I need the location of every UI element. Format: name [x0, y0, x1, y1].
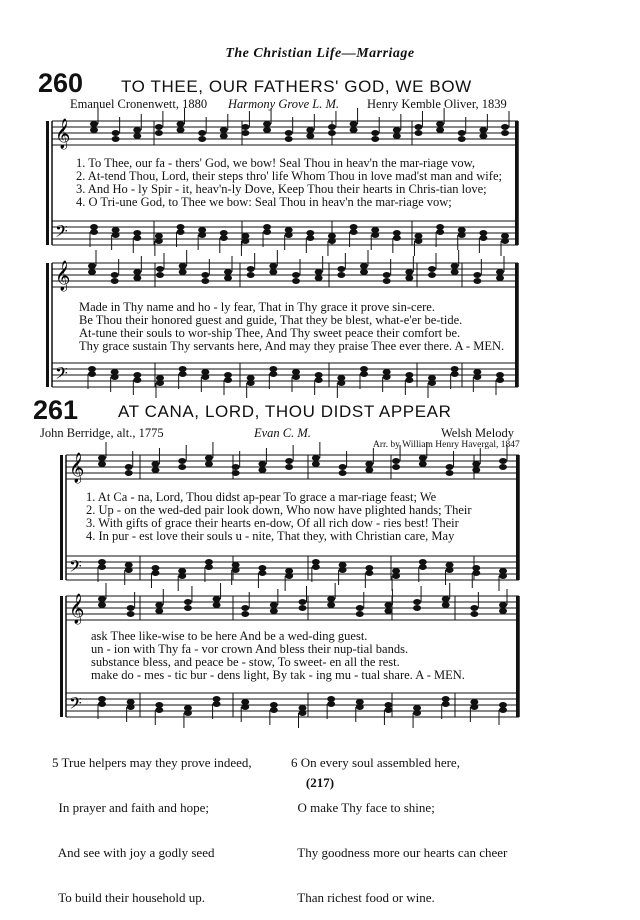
hymn-composer: Welsh Melody — [441, 426, 514, 440]
note-head — [88, 269, 96, 275]
treble-clef-icon: 𝄞 — [55, 261, 71, 291]
final-barline-thick — [515, 263, 518, 387]
bass-clef-icon: 𝄢 — [69, 693, 82, 717]
system-bracket — [60, 596, 63, 717]
lyric-line: 3. With gifts of grace their hearts en-dow, Of all rich dow - ries best! Their — [86, 516, 459, 530]
stanza-line: O make Thy face to shine; — [291, 800, 435, 815]
note-head — [413, 710, 421, 716]
hymn-title: AT CANA, LORD, THOU DIDST APPEAR — [118, 402, 452, 421]
lyric-line: 3. And Ho - ly Spir - it, heav'n-ly Dove, Keep Thou their hearts in Chris-tian love; — [76, 182, 487, 196]
note-head — [371, 232, 379, 238]
note-head — [151, 461, 159, 467]
lyric-line: Thy grace sustain Thy servants here, And may they praise Thee ever there. A - MEN. — [79, 339, 505, 353]
note-head — [112, 232, 120, 238]
section-header: The Christian Life—Marriage — [225, 46, 415, 61]
system-bracket — [60, 455, 63, 580]
note-head — [232, 567, 240, 573]
stanza-6 — [291, 725, 507, 920]
note-head — [155, 130, 163, 136]
note-head — [127, 611, 135, 617]
note-head — [472, 570, 480, 576]
note-head — [285, 130, 293, 136]
hymn-title: TO THEE, OUR FATHERS' GOD, WE BOW — [121, 77, 472, 96]
note-head — [213, 596, 221, 602]
lyric-line: Be Thou their honored guest and guide, That they be blest, what-e'er be-tide. — [79, 313, 463, 327]
note-head — [360, 371, 368, 377]
note-head — [393, 133, 401, 139]
stanza-line: To build their household up. — [52, 890, 206, 905]
note-head — [371, 130, 379, 136]
note-head — [112, 130, 120, 136]
note-head — [339, 470, 347, 476]
note-head — [198, 130, 206, 136]
note-head — [393, 235, 401, 241]
note-head — [419, 564, 427, 570]
note-head — [241, 605, 249, 611]
note-head — [241, 238, 249, 244]
note-head — [339, 464, 347, 470]
note-head — [365, 461, 373, 467]
note-head — [472, 461, 480, 467]
note-head — [98, 564, 106, 570]
note-head — [220, 127, 228, 133]
note-head — [473, 272, 481, 278]
note-head — [224, 269, 232, 275]
note-head — [327, 701, 335, 707]
note-head — [499, 573, 507, 579]
note-head — [350, 229, 358, 235]
note-head — [270, 602, 278, 608]
note-head — [436, 121, 444, 127]
note-head — [327, 596, 335, 602]
note-head — [270, 707, 278, 713]
note-head — [392, 458, 400, 464]
note-head — [184, 599, 192, 605]
note-head — [312, 461, 320, 467]
note-head — [292, 278, 300, 284]
note-head — [306, 235, 314, 241]
final-barline-thick — [516, 455, 519, 580]
note-head — [184, 710, 192, 716]
hymn-number: 261 — [33, 395, 79, 425]
note-head — [496, 377, 504, 383]
note-head — [383, 278, 391, 284]
note-head — [285, 573, 293, 579]
note-head — [451, 371, 459, 377]
note-head — [383, 374, 391, 380]
lyric-line: 4. O Tri-une God, to Thee we bow: Seal Thou in heav'n the mar-riage vow; — [76, 195, 452, 209]
note-head — [328, 124, 336, 130]
note-head — [428, 380, 436, 386]
note-head — [151, 570, 159, 576]
note-head — [258, 570, 266, 576]
note-head — [98, 701, 106, 707]
note-head — [470, 605, 478, 611]
stanza-line: 5 True helpers may they prove indeed, — [52, 755, 252, 770]
note-head — [365, 467, 373, 473]
note-head — [178, 573, 186, 579]
note-head — [470, 611, 478, 617]
lyric-line: ask Thee like-wise to be here And be a wed-ding guest. — [91, 629, 368, 643]
note-head — [125, 464, 133, 470]
note-head — [384, 707, 392, 713]
note-head — [285, 458, 293, 464]
note-head — [392, 573, 400, 579]
note-head — [371, 136, 379, 142]
note-head — [419, 461, 427, 467]
note-head — [292, 272, 300, 278]
note-head — [360, 263, 368, 269]
note-head — [328, 238, 336, 244]
note-head — [472, 467, 480, 473]
page-number: (217) — [305, 775, 335, 790]
note-head — [414, 124, 422, 130]
note-head — [393, 127, 401, 133]
note-head — [360, 269, 368, 275]
note-head — [133, 269, 141, 275]
note-head — [111, 374, 119, 380]
note-head — [327, 602, 335, 608]
note-head — [125, 470, 133, 476]
note-head — [155, 238, 163, 244]
note-head — [258, 467, 266, 473]
note-head — [247, 380, 255, 386]
note-head — [90, 127, 98, 133]
note-head — [155, 602, 163, 608]
note-head — [224, 275, 232, 281]
note-head — [501, 130, 509, 136]
note-head — [127, 704, 135, 710]
note-head — [177, 121, 185, 127]
note-head — [220, 133, 228, 139]
note-head — [446, 464, 454, 470]
hymn-arranger: Arr. by William Henry Havergal, 1847 — [373, 440, 520, 450]
stanza-line: And see with joy a godly seed — [52, 845, 215, 860]
note-head — [299, 599, 307, 605]
note-head — [312, 564, 320, 570]
note-head — [201, 278, 209, 284]
note-head — [339, 567, 347, 573]
note-head — [151, 467, 159, 473]
note-head — [337, 272, 345, 278]
lyric-line: 2. Up - on the wed-ded pair look down, Who now have plighted hands; Their — [86, 503, 472, 517]
note-head — [306, 133, 314, 139]
note-head — [88, 371, 96, 377]
final-barline-thick — [516, 596, 519, 717]
note-head — [98, 455, 106, 461]
note-head — [312, 455, 320, 461]
lyric-line: 1. At Ca - na, Lord, Thou didst ap-pear To grace a mar-riage feast; We — [86, 490, 437, 504]
lyric-line: substance bless, and peace be - stow, To sweet- en all the rest. — [91, 655, 400, 669]
note-head — [479, 235, 487, 241]
note-head — [133, 127, 141, 133]
note-head — [292, 374, 300, 380]
note-head — [458, 232, 466, 238]
note-head — [269, 269, 277, 275]
note-head — [125, 567, 133, 573]
note-head — [263, 127, 271, 133]
stanza-line: In prayer and faith and hope; — [52, 800, 210, 815]
note-head — [299, 710, 307, 716]
note-head — [428, 266, 436, 272]
note-head — [479, 133, 487, 139]
hymn-number: 260 — [38, 68, 84, 98]
note-head — [315, 275, 323, 281]
note-head — [392, 464, 400, 470]
note-head — [98, 602, 106, 608]
note-head — [213, 602, 221, 608]
note-head — [111, 278, 119, 284]
hymn-tune: Harmony Grove L. M. — [228, 97, 339, 111]
note-head — [384, 608, 392, 614]
note-head — [315, 377, 323, 383]
note-head — [179, 269, 187, 275]
hymn-author: Emanuel Cronenwett, 1880 — [70, 97, 208, 111]
note-head — [178, 464, 186, 470]
note-head — [413, 599, 421, 605]
note-head — [205, 564, 213, 570]
note-head — [247, 272, 255, 278]
note-head — [414, 130, 422, 136]
system-bracket — [46, 121, 49, 245]
note-head — [315, 269, 323, 275]
note-head — [133, 235, 141, 241]
bass-clef-icon: 𝄢 — [55, 363, 68, 387]
note-head — [201, 374, 209, 380]
note-head — [501, 124, 509, 130]
note-head — [133, 133, 141, 139]
note-head — [90, 229, 98, 235]
note-head — [90, 121, 98, 127]
note-head — [405, 377, 413, 383]
note-head — [501, 238, 509, 244]
note-head — [306, 127, 314, 133]
treble-clef-icon: 𝄞 — [69, 453, 85, 483]
note-head — [442, 596, 450, 602]
note-head — [247, 266, 255, 272]
note-head — [232, 470, 240, 476]
note-head — [337, 380, 345, 386]
note-head — [285, 464, 293, 470]
note-head — [263, 121, 271, 127]
note-head — [442, 602, 450, 608]
lyric-line: 4. In pur - est love their souls u - nite, That they, with Christian care, May — [86, 529, 455, 543]
stanza-5 — [52, 725, 252, 920]
note-head — [499, 608, 507, 614]
note-head — [365, 570, 373, 576]
note-head — [356, 704, 364, 710]
lyric-line: Made in Thy name and ho - ly fear, That in Thy grace it prove sin-cere. — [79, 300, 435, 314]
stanza-line: Thy goodness more our hearts can cheer — [291, 845, 508, 860]
note-head — [133, 377, 141, 383]
note-head — [473, 374, 481, 380]
note-head — [177, 229, 185, 235]
note-head — [451, 263, 459, 269]
note-head — [442, 701, 450, 707]
hymn-tune: Evan C. M. — [254, 426, 311, 440]
note-head — [496, 275, 504, 281]
note-head — [155, 707, 163, 713]
note-head — [479, 127, 487, 133]
bass-clef-icon: 𝄢 — [69, 556, 82, 580]
note-head — [337, 266, 345, 272]
stanza-line: Than richest food or wine. — [291, 890, 435, 905]
note-head — [241, 130, 249, 136]
note-head — [179, 371, 187, 377]
lyric-line: make do - mes - tic bur - dens light, By tak - ing mu - tual share. A - MEN. — [91, 668, 465, 682]
treble-clef-icon: 𝄞 — [55, 119, 71, 149]
note-head — [198, 136, 206, 142]
note-head — [258, 461, 266, 467]
note-head — [201, 272, 209, 278]
note-head — [205, 455, 213, 461]
note-head — [328, 130, 336, 136]
note-head — [213, 701, 221, 707]
note-head — [499, 458, 507, 464]
note-head — [496, 269, 504, 275]
note-head — [263, 229, 271, 235]
note-head — [285, 136, 293, 142]
note-head — [198, 232, 206, 238]
note-head — [98, 596, 106, 602]
note-head — [383, 272, 391, 278]
note-head — [428, 272, 436, 278]
hymn-author: John Berridge, alt., 1775 — [40, 426, 164, 440]
note-head — [350, 127, 358, 133]
note-head — [111, 272, 119, 278]
note-head — [112, 136, 120, 142]
note-head — [419, 455, 427, 461]
note-head — [241, 704, 249, 710]
lyric-line: At-tune their souls to wor-ship Thee, And Thy sweet peace their comfort be. — [79, 326, 461, 340]
note-head — [405, 275, 413, 281]
note-head — [436, 127, 444, 133]
note-head — [356, 611, 364, 617]
hymn-composer: Henry Kemble Oliver, 1839 — [367, 97, 507, 111]
note-head — [446, 470, 454, 476]
note-head — [232, 464, 240, 470]
note-head — [178, 458, 186, 464]
lyric-line: un - ion with Thy fa - vor crown And bless their nup-tial bands. — [91, 642, 409, 656]
note-head — [220, 235, 228, 241]
note-head — [127, 605, 135, 611]
note-head — [436, 229, 444, 235]
note-head — [499, 602, 507, 608]
note-head — [269, 263, 277, 269]
note-head — [155, 124, 163, 130]
bass-clef-icon: 𝄢 — [55, 221, 68, 245]
note-head — [384, 602, 392, 608]
treble-clef-icon: 𝄞 — [69, 594, 85, 624]
stanza-line: 6 On every soul assembled here, — [291, 755, 460, 770]
note-head — [356, 605, 364, 611]
lyric-line: 1. To Thee, our fa - thers' God, we bow! Seal Thou in heav'n the mar-riage vow, — [76, 156, 475, 170]
note-head — [499, 707, 507, 713]
note-head — [446, 567, 454, 573]
note-head — [405, 269, 413, 275]
final-barline-thick — [515, 121, 518, 245]
note-head — [470, 704, 478, 710]
note-head — [241, 611, 249, 617]
lyric-line: 2. At-tend Thou, Lord, their steps thro' life Whom Thou in love mad'st man and wife; — [76, 169, 502, 183]
note-head — [473, 278, 481, 284]
note-head — [285, 232, 293, 238]
note-head — [458, 130, 466, 136]
note-head — [133, 275, 141, 281]
note-head — [414, 238, 422, 244]
note-head — [156, 380, 164, 386]
note-head — [413, 605, 421, 611]
note-head — [269, 371, 277, 377]
note-head — [156, 272, 164, 278]
note-head — [205, 461, 213, 467]
note-head — [241, 124, 249, 130]
note-head — [499, 464, 507, 470]
system-bracket — [46, 263, 49, 387]
note-head — [184, 605, 192, 611]
note-head — [350, 121, 358, 127]
note-head — [451, 269, 459, 275]
note-head — [177, 127, 185, 133]
note-head — [299, 605, 307, 611]
note-head — [224, 377, 232, 383]
note-head — [155, 608, 163, 614]
note-head — [458, 136, 466, 142]
note-head — [88, 263, 96, 269]
note-head — [98, 461, 106, 467]
note-head — [156, 266, 164, 272]
note-head — [179, 263, 187, 269]
note-head — [270, 608, 278, 614]
